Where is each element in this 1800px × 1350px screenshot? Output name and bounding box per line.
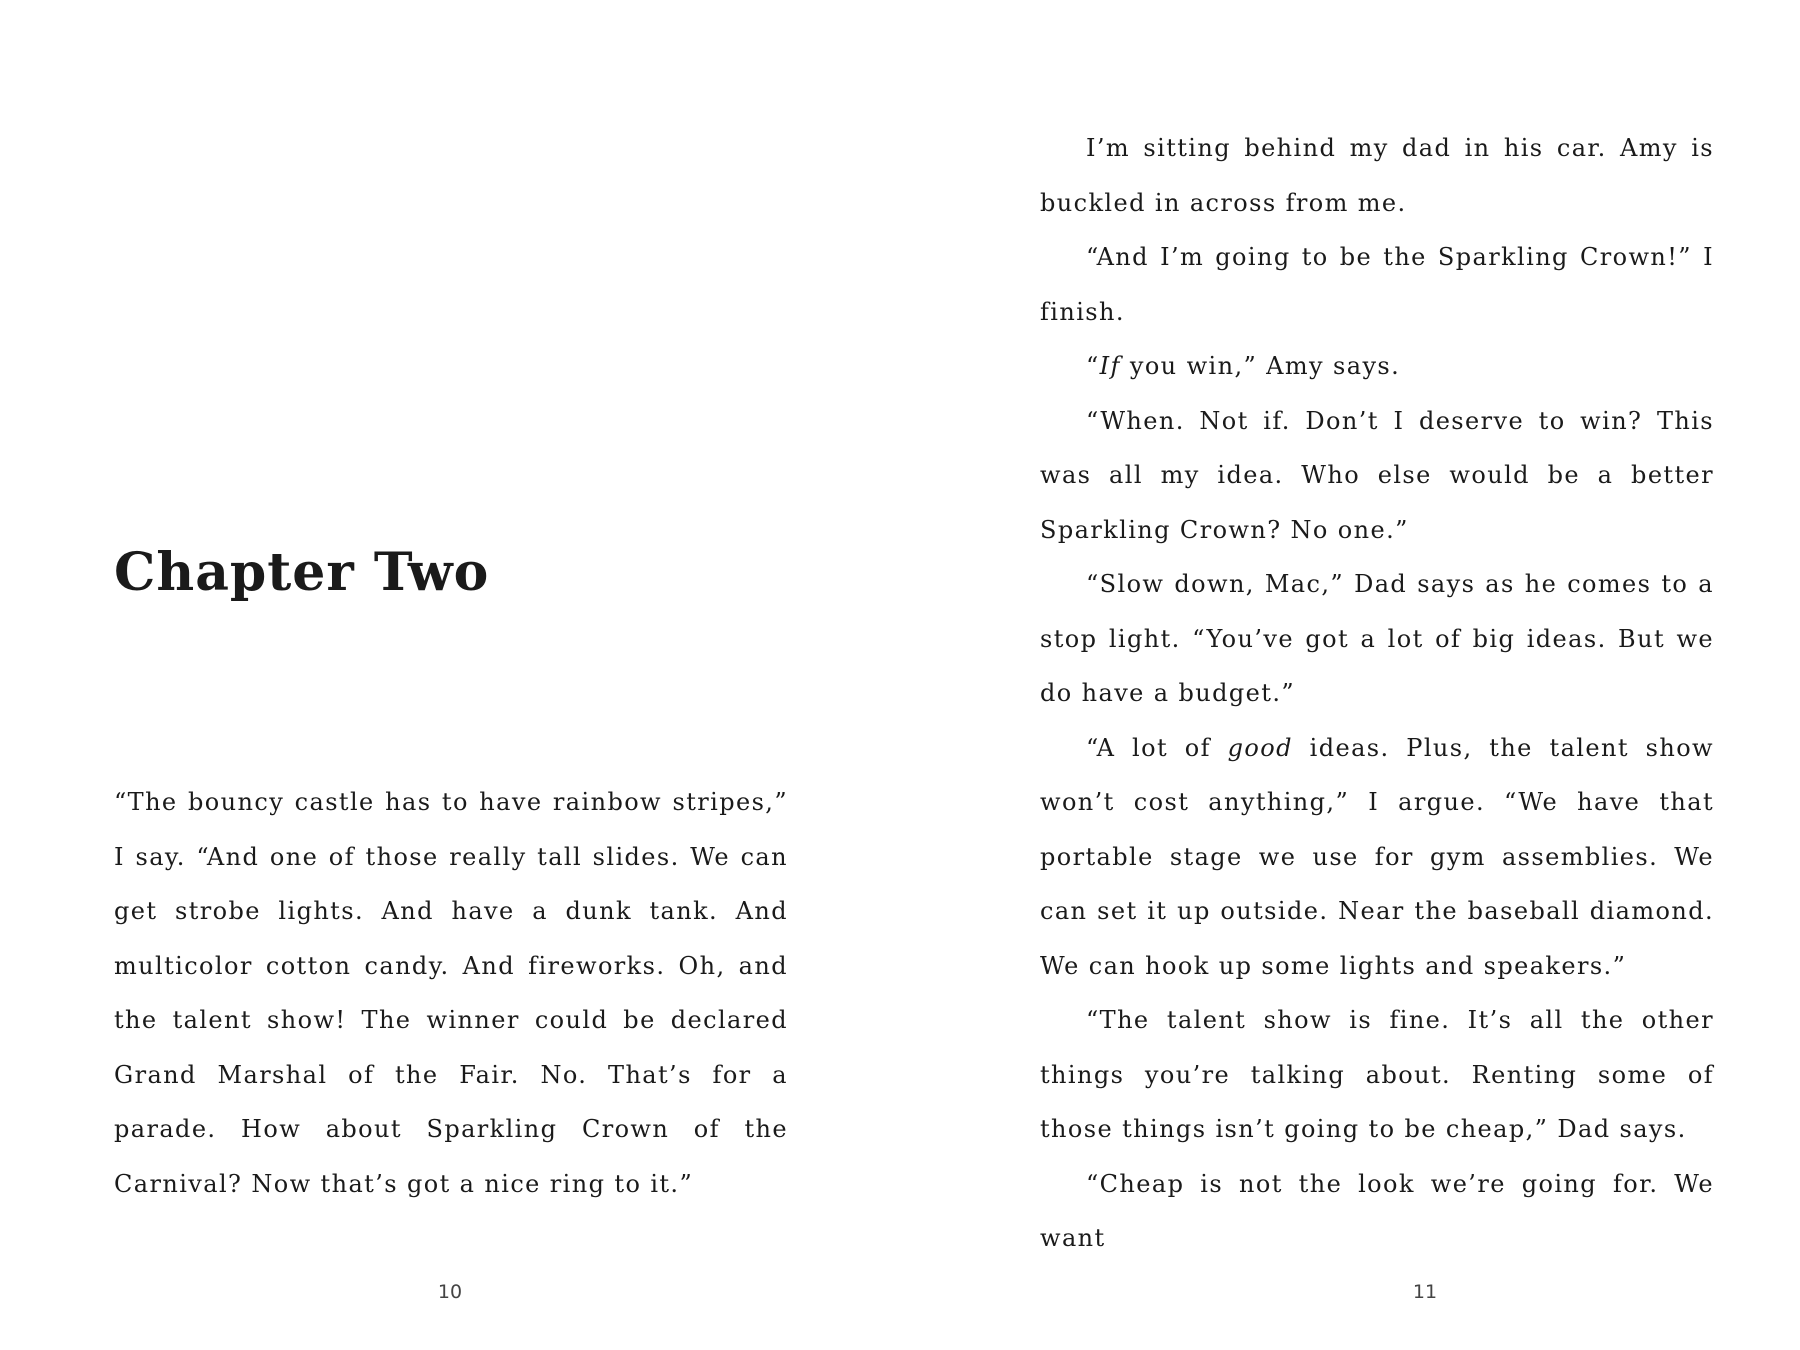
paragraph: “Cheap is not the look we’re going for. We want bbox=[1040, 1169, 1714, 1252]
paragraph: “The talent show is fine. It’s all the other things you’re talking about. Renting some of those things isn’t going to be cheap,” Dad says. bbox=[1040, 1006, 1714, 1143]
page-number: 11 bbox=[1412, 1281, 1438, 1303]
paragraph-text: “ bbox=[1086, 352, 1100, 380]
right-page bbox=[900, 0, 1800, 1350]
paragraph: “When. Not if. Don’t I deserve to win? This was all my idea. Who else would be a better Sparkling Crown? No one.” bbox=[1040, 406, 1714, 544]
paragraph-text: you win,” Amy says. bbox=[1120, 352, 1401, 380]
paragraph: “And I’m going to be the Sparkling Crown!” I finish. bbox=[1040, 243, 1714, 326]
paragraph-text: ideas. Plus, the talent show won’t cost anything,” I argue. “We have that portable stage we use for gym assemblies. We can set it up outside. Near the baseball diamond. We can hook up some lights and speakers.” bbox=[1040, 733, 1714, 980]
paragraph: “The bouncy castle has to have rainbow stripes,” I say. “And one of those really tall slides. We can get strobe lights. And have a dunk tank. And multicolor cotton candy. And fireworks. Oh, and the talent show! The winner could be declared Grand Marshal of the Fair. No. That’s for a parade. How about Sparkling Crown of the Carnival? Now that’s got a nice ring to it.” bbox=[114, 788, 788, 1198]
paragraph bbox=[1040, 721, 1714, 994]
paragraph-text: “A lot of bbox=[1086, 733, 1228, 762]
right-page-body bbox=[1040, 121, 1714, 1266]
italic-emphasis: If bbox=[1099, 352, 1121, 380]
page-number: 10 bbox=[437, 1281, 463, 1303]
paragraph: I’m sitting behind my dad in his car. Amy is buckled in across from me. bbox=[1040, 134, 1714, 217]
paragraph bbox=[1040, 339, 1714, 394]
paragraph: “Slow down, Mac,” Dad says as he comes to a stop light. “You’ve got a lot of big ideas. But we do have a budget.” bbox=[1040, 570, 1714, 707]
italic-emphasis: good bbox=[1227, 733, 1293, 762]
left-page-body bbox=[114, 775, 788, 1211]
chapter-title: Chapter Two bbox=[114, 542, 490, 603]
